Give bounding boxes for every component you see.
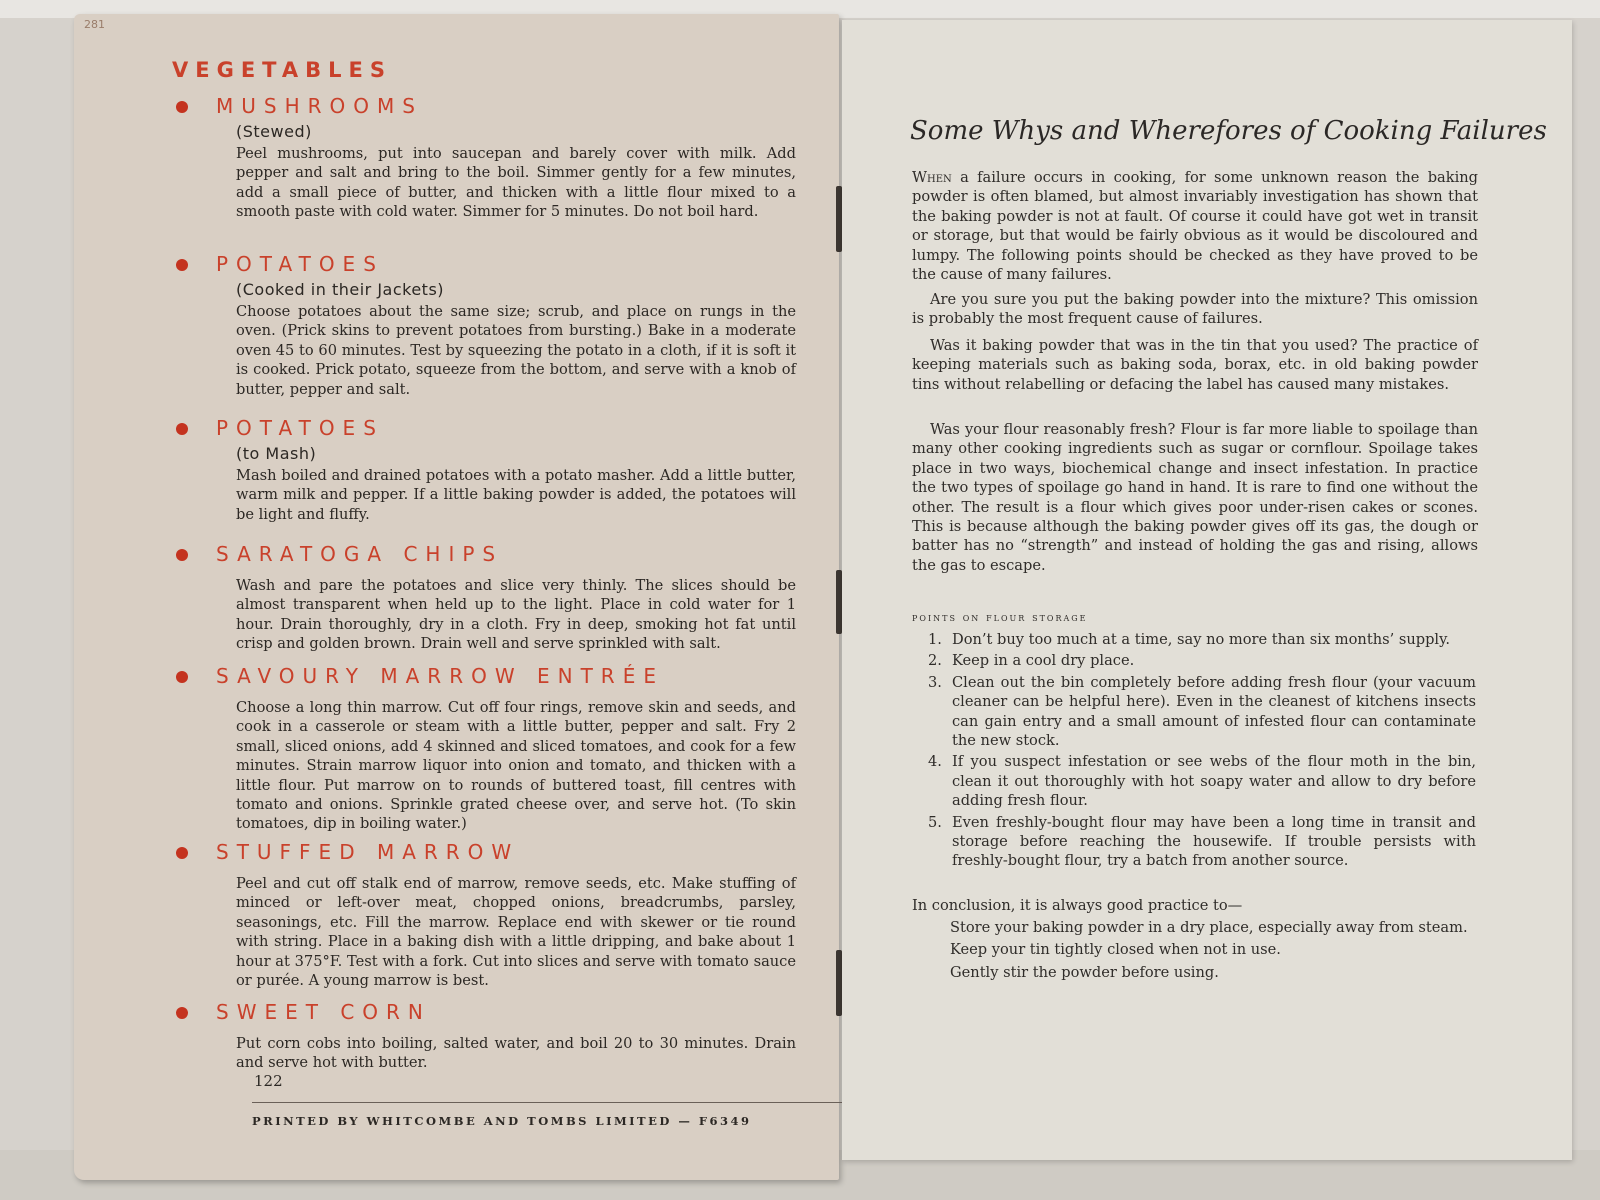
storage-list [928,630,1476,873]
page-title: Some Whys and Wherefores of Cooking Failures [910,116,1547,146]
recipe-body: Put corn cobs into boiling, salted water, and boil 20 to 30 minutes. Drain and serve hot with butter. [236,1035,796,1072]
recipe-subtitle: (Stewed) [236,122,312,141]
recipe-title: SAVOURY MARROW ENTRÉE [216,664,664,688]
page-number: 122 [254,1072,283,1090]
list-item: 5. Even freshly-bought flour may have been a long time in transit and storage before reaching the housewife. If trouble persists with freshly-bought flour, try a batch from another source. [928,813,1476,870]
recipe-title: POTATOES [216,416,384,440]
recipe-sweet-corn [176,998,816,1073]
left-page [74,14,839,1180]
intro-paragraph [912,168,1478,284]
paragraph-4: Was your flour reasonably fresh? Flour is far more liable to spoilage than many other cooking ingredients such as sugar or cornflour. Spoilage takes place in two ways, biochemical change and insect infestation. In practice the two types of spoilage go hand in hand. It is rare to find one without the other. The result is a flour which gives poor under-risen cakes or scones. This is because although the baking powder gives off its gas, the dough or batter has no “strength” and instead of holding the gas and rising, allows the gas to escape. [912,421,1478,574]
recipe-body: Choose potatoes about the same size; scrub, and place on rungs in the oven. (Prick skins to prevent potatoes from bursting.) Bake in a moderate oven 45 to 60 minutes. Test by squeezing the potato in a cloth, if it is soft it is cooked. Prick potato, squeeze from the bottom, and serve with a knob of butter, pepper and salt. [236,303,796,398]
practice-item: Gently stir the powder before using. [950,963,1219,981]
intro-lead: When [912,169,952,186]
right-page [842,20,1572,1160]
practice-item: Store your baking powder in a dry place, especially away from steam. [950,919,1468,936]
recipe-saratoga-chips [176,540,816,654]
recipe-body: Wash and pare the potatoes and slice very thinly. The slices should be almost transparent when held up to the light. Place in cold water for 1 hour. Drain thoroughly, dry in a cloth. Fry in deep, smoking hot fat until crisp and golden brown. Drain well and serve sprinkled with salt. [236,577,796,653]
recipe-potatoes-jackets [176,250,816,399]
recipe-mushrooms [176,92,816,222]
list-item: 3. Clean out the bin completely before adding fresh flour (your vacuum cleaner can be helpful here). Even in the cleanest of kitchens insects can gain entry and a small amount of infested flour can contaminate the new stock. [928,673,1476,750]
bullet-icon [176,423,188,435]
recipe-title: SWEET CORN [216,1000,431,1024]
recipe-savoury-marrow [176,662,816,834]
recipe-body: Peel and cut off stalk end of marrow, remove seeds, etc. Make stuffing of minced or left-over meat, chopped onions, breadcrumbs, parsley, seasonings, etc. Fill the marrow. Replace end with skewer or tie round with string. Place in a baking dish with a little dripping, and bake about 1 hour at 375°F. Test with a fork. Cut into slices and serve with tomato sauce or purée. A young marrow is best. [236,875,796,990]
recipe-subtitle: (Cooked in their Jackets) [236,280,445,299]
practice-item: Keep your tin tightly closed when not in use. [950,941,1281,959]
recipe-title: STUFFED MARROW [216,840,520,864]
paragraph-3: Was it baking powder that was in the tin that you used? The practice of keeping materials such as baking soda, borax, etc. in old baking powder tins without relabelling or defacing the label has caused many mistakes. [912,337,1478,393]
footer-rule [252,1102,852,1103]
corner-mark: 281 [84,18,105,31]
intro-text: a failure occurs in cooking, for some unknown reason the baking powder is often blamed, but almost invariably investigation has shown that the baking powder is not at fault. Of course it could have got wet in transit or storage, but that would be fairly obvious as it would be discoloured and lumpy. The following points should be checked as they have proved to be the cause of many failures. [912,169,1478,284]
list-item: 4. If you suspect infestation or see webs of the flour moth in the bin, clean it out thoroughly with hot soapy water and allow to dry before adding fresh flour. [928,753,1476,810]
list-item: 2. Keep in a cool dry place. [928,652,1135,670]
recipe-body: Mash boiled and drained potatoes with a potato masher. Add a little butter, warm milk and pepper. If a little baking powder is added, the potatoes will be light and fluffy. [236,467,796,523]
paragraph-2: Are you sure you put the baking powder into the mixture? This omission is probably the most frequent cause of failures. [912,291,1478,328]
printer-footer: PRINTED BY WHITCOMBE AND TOMBS LIMITED — F6349 [252,1114,752,1128]
recipe-body: Peel mushrooms, put into saucepan and barely cover with milk. Add pepper and salt and bring to the boil. Simmer gently for a few minutes, add a small piece of butter, and thicken with a little flour mixed to a smooth paste with cold water. Simmer for 5 minutes. Do not boil hard. [236,145,796,221]
recipe-stuffed-marrow [176,838,816,990]
recipe-title: MUSHROOMS [216,94,423,118]
recipe-title: SARATOGA CHIPS [216,542,504,566]
recipe-title: POTATOES [216,252,384,276]
bullet-icon [176,101,188,113]
section-title: VEGETABLES [172,58,392,82]
bullet-icon [176,1007,188,1019]
practices-list [950,918,1478,985]
recipe-subtitle: (to Mash) [236,444,317,463]
recipe-body: Choose a long thin marrow. Cut off four rings, remove skin and seeds, and cook in a casserole or steam with a little butter, pepper and salt. Fry 2 small, sliced onions, add 4 skinned and sliced tomatoes, and cook for a few minutes. Strain marrow liquor into onion and tomato, and thicken with a little flour. Put marrow on to rounds of buttered toast, fill centres with tomato and onions. Sprinkle grated cheese over, and serve hot. (To skin tomatoes, dip in boiling water.) [236,699,796,833]
list-item: 1. Don’t buy too much at a time, say no more than six months’ supply. [928,631,1451,648]
storage-heading: points on flour storage [912,610,1088,624]
bullet-icon [176,847,188,859]
bullet-icon [176,671,188,683]
bullet-icon [176,549,188,561]
recipe-potatoes-mash [176,414,816,524]
bullet-icon [176,259,188,271]
conclusion: In conclusion, it is always good practice to— [912,897,1243,914]
